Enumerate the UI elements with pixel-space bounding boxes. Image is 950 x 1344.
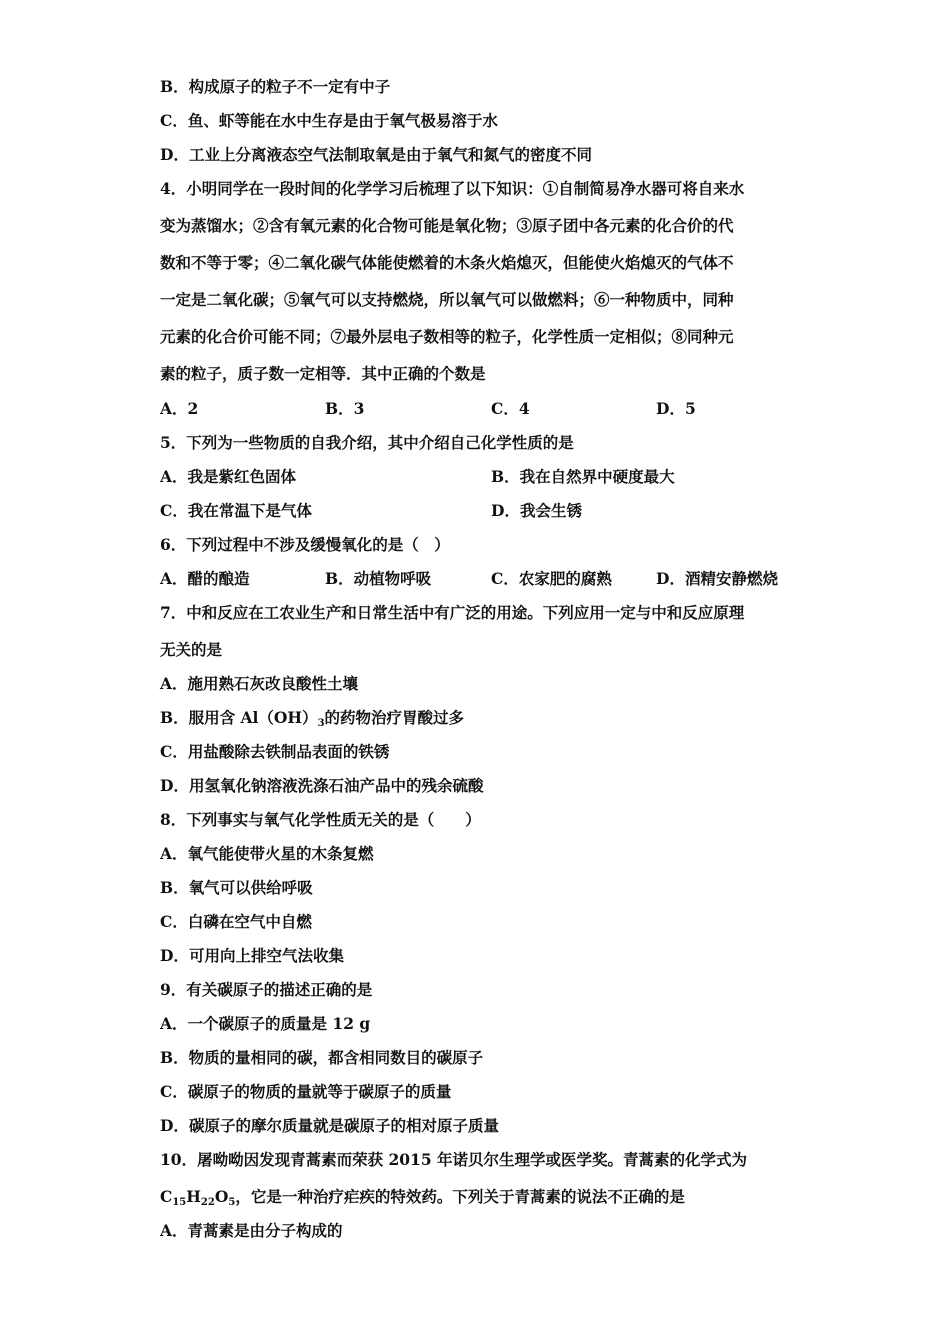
q4-option-c: C．4 xyxy=(491,399,530,418)
q5-option-c: C．我在常温下是气体 xyxy=(160,501,312,520)
q8-option-a: A．氧气能使带火星的木条复燃 xyxy=(160,844,374,863)
q7-option-b xyxy=(160,708,464,734)
q10-stem-line-2 xyxy=(160,1187,685,1213)
q7-stem-line-1: 7．中和反应在工农业生产和日常生活中有广泛的用途。下列应用一定与中和反应原理 xyxy=(160,603,745,622)
q6-option-b: B．动植物呼吸 xyxy=(325,569,432,588)
q7-option-c: C．用盐酸除去铁制品表面的铁锈 xyxy=(160,742,390,761)
q8-option-d: D．可用向上排空气法收集 xyxy=(160,946,344,965)
q4-stem-line-5: 元素的化合价可能不同；⑦最外层电子数相等的粒子，化学性质一定相似；⑧同种元 xyxy=(160,327,734,346)
q6-option-d: D．酒精安静燃烧 xyxy=(656,569,778,588)
q4-stem-line-2: 变为蒸馏水；②含有氧元素的化合物可能是氧化物；③原子团中各元素的化合价的代 xyxy=(160,216,734,235)
q3-option-d: D．工业上分离液态空气法制取氧是由于氧气和氮气的密度不同 xyxy=(160,145,592,164)
q7-stem-line-2: 无关的是 xyxy=(160,640,223,659)
q7-option-b-subscript: 3 xyxy=(317,718,325,729)
q4-stem-line-3: 数和不等于零；④二氧化碳气体能使燃着的木条火焰熄灭，但能使火焰熄灭的气体不 xyxy=(160,253,734,272)
formula-o-subscript: 5 xyxy=(228,1197,236,1208)
q4-stem-line-4: 一定是二氧化碳；⑤氧气可以支持燃烧，所以氧气可以做燃料；⑥一种物质中，同种 xyxy=(160,290,734,309)
q10-option-a: A．青蒿素是由分子构成的 xyxy=(160,1221,343,1240)
q5-option-b: B．我在自然界中硬度最大 xyxy=(491,467,675,486)
q7-option-b-text-rest: 的药物治疗胃酸过多 xyxy=(324,708,465,727)
q7-option-b-text: B．服用含 Al（OH） xyxy=(160,708,318,727)
q8-stem: 8．下列事实与氧气化学性质无关的是（ ） xyxy=(160,810,481,829)
q4-stem-line-6: 素的粒子，质子数一定相等．其中正确的个数是 xyxy=(160,364,486,383)
formula-o: O xyxy=(214,1187,229,1206)
q5-option-a: A．我是紫红色固体 xyxy=(160,467,297,486)
q10-stem-line-1: 10．屠呦呦因发现青蒿素而荣获 2015 年诺贝尔生理学或医学奖。青蒿素的化学式为 xyxy=(160,1150,748,1169)
q4-option-b: B．3 xyxy=(325,399,365,418)
q6-stem: 6．下列过程中不涉及缓慢氧化的是（ ） xyxy=(160,535,450,554)
q5-option-d: D．我会生锈 xyxy=(491,501,582,520)
formula-c: C xyxy=(160,1187,173,1206)
q6-option-a: A．醋的酿造 xyxy=(160,569,250,588)
q10-stem-line-2-text: ，它是一种治疗疟疾的特效药。下列关于青蒿素的说法不正确的是 xyxy=(235,1187,685,1206)
q8-option-b: B．氧气可以供给呼吸 xyxy=(160,878,313,897)
q3-option-b: B．构成原子的粒子不一定有中子 xyxy=(160,77,391,96)
formula-c-subscript: 15 xyxy=(172,1197,187,1208)
q6-option-c: C．农家肥的腐熟 xyxy=(491,569,612,588)
q7-option-d: D．用氢氧化钠溶液洗涤石油产品中的残余硫酸 xyxy=(160,776,484,795)
formula-h: H xyxy=(186,1187,201,1206)
q9-option-a: A．一个碳原子的质量是 12 g xyxy=(160,1014,371,1033)
q7-option-a: A．施用熟石灰改良酸性土壤 xyxy=(160,674,359,693)
q9-option-d: D．碳原子的摩尔质量就是碳原子的相对原子质量 xyxy=(160,1116,499,1135)
q8-option-c: C．白磷在空气中自燃 xyxy=(160,912,312,931)
formula-h-subscript: 22 xyxy=(200,1197,215,1208)
q5-stem: 5．下列为一些物质的自我介绍，其中介绍自己化学性质的是 xyxy=(160,433,574,452)
q3-option-c: C．鱼、虾等能在水中生存是由于氧气极易溶于水 xyxy=(160,111,498,130)
q4-option-d: D．5 xyxy=(656,399,696,418)
q9-option-b: B．物质的量相同的碳，都含相同数目的碳原子 xyxy=(160,1048,484,1067)
q4-stem-line-1: 4．小明同学在一段时间的化学学习后梳理了以下知识：①自制简易净水器可将自来水 xyxy=(160,179,745,198)
q9-option-c: C．碳原子的物质的量就等于碳原子的质量 xyxy=(160,1082,452,1101)
q9-stem: 9．有关碳原子的描述正确的是 xyxy=(160,980,373,999)
q4-option-a: A．2 xyxy=(160,399,199,418)
